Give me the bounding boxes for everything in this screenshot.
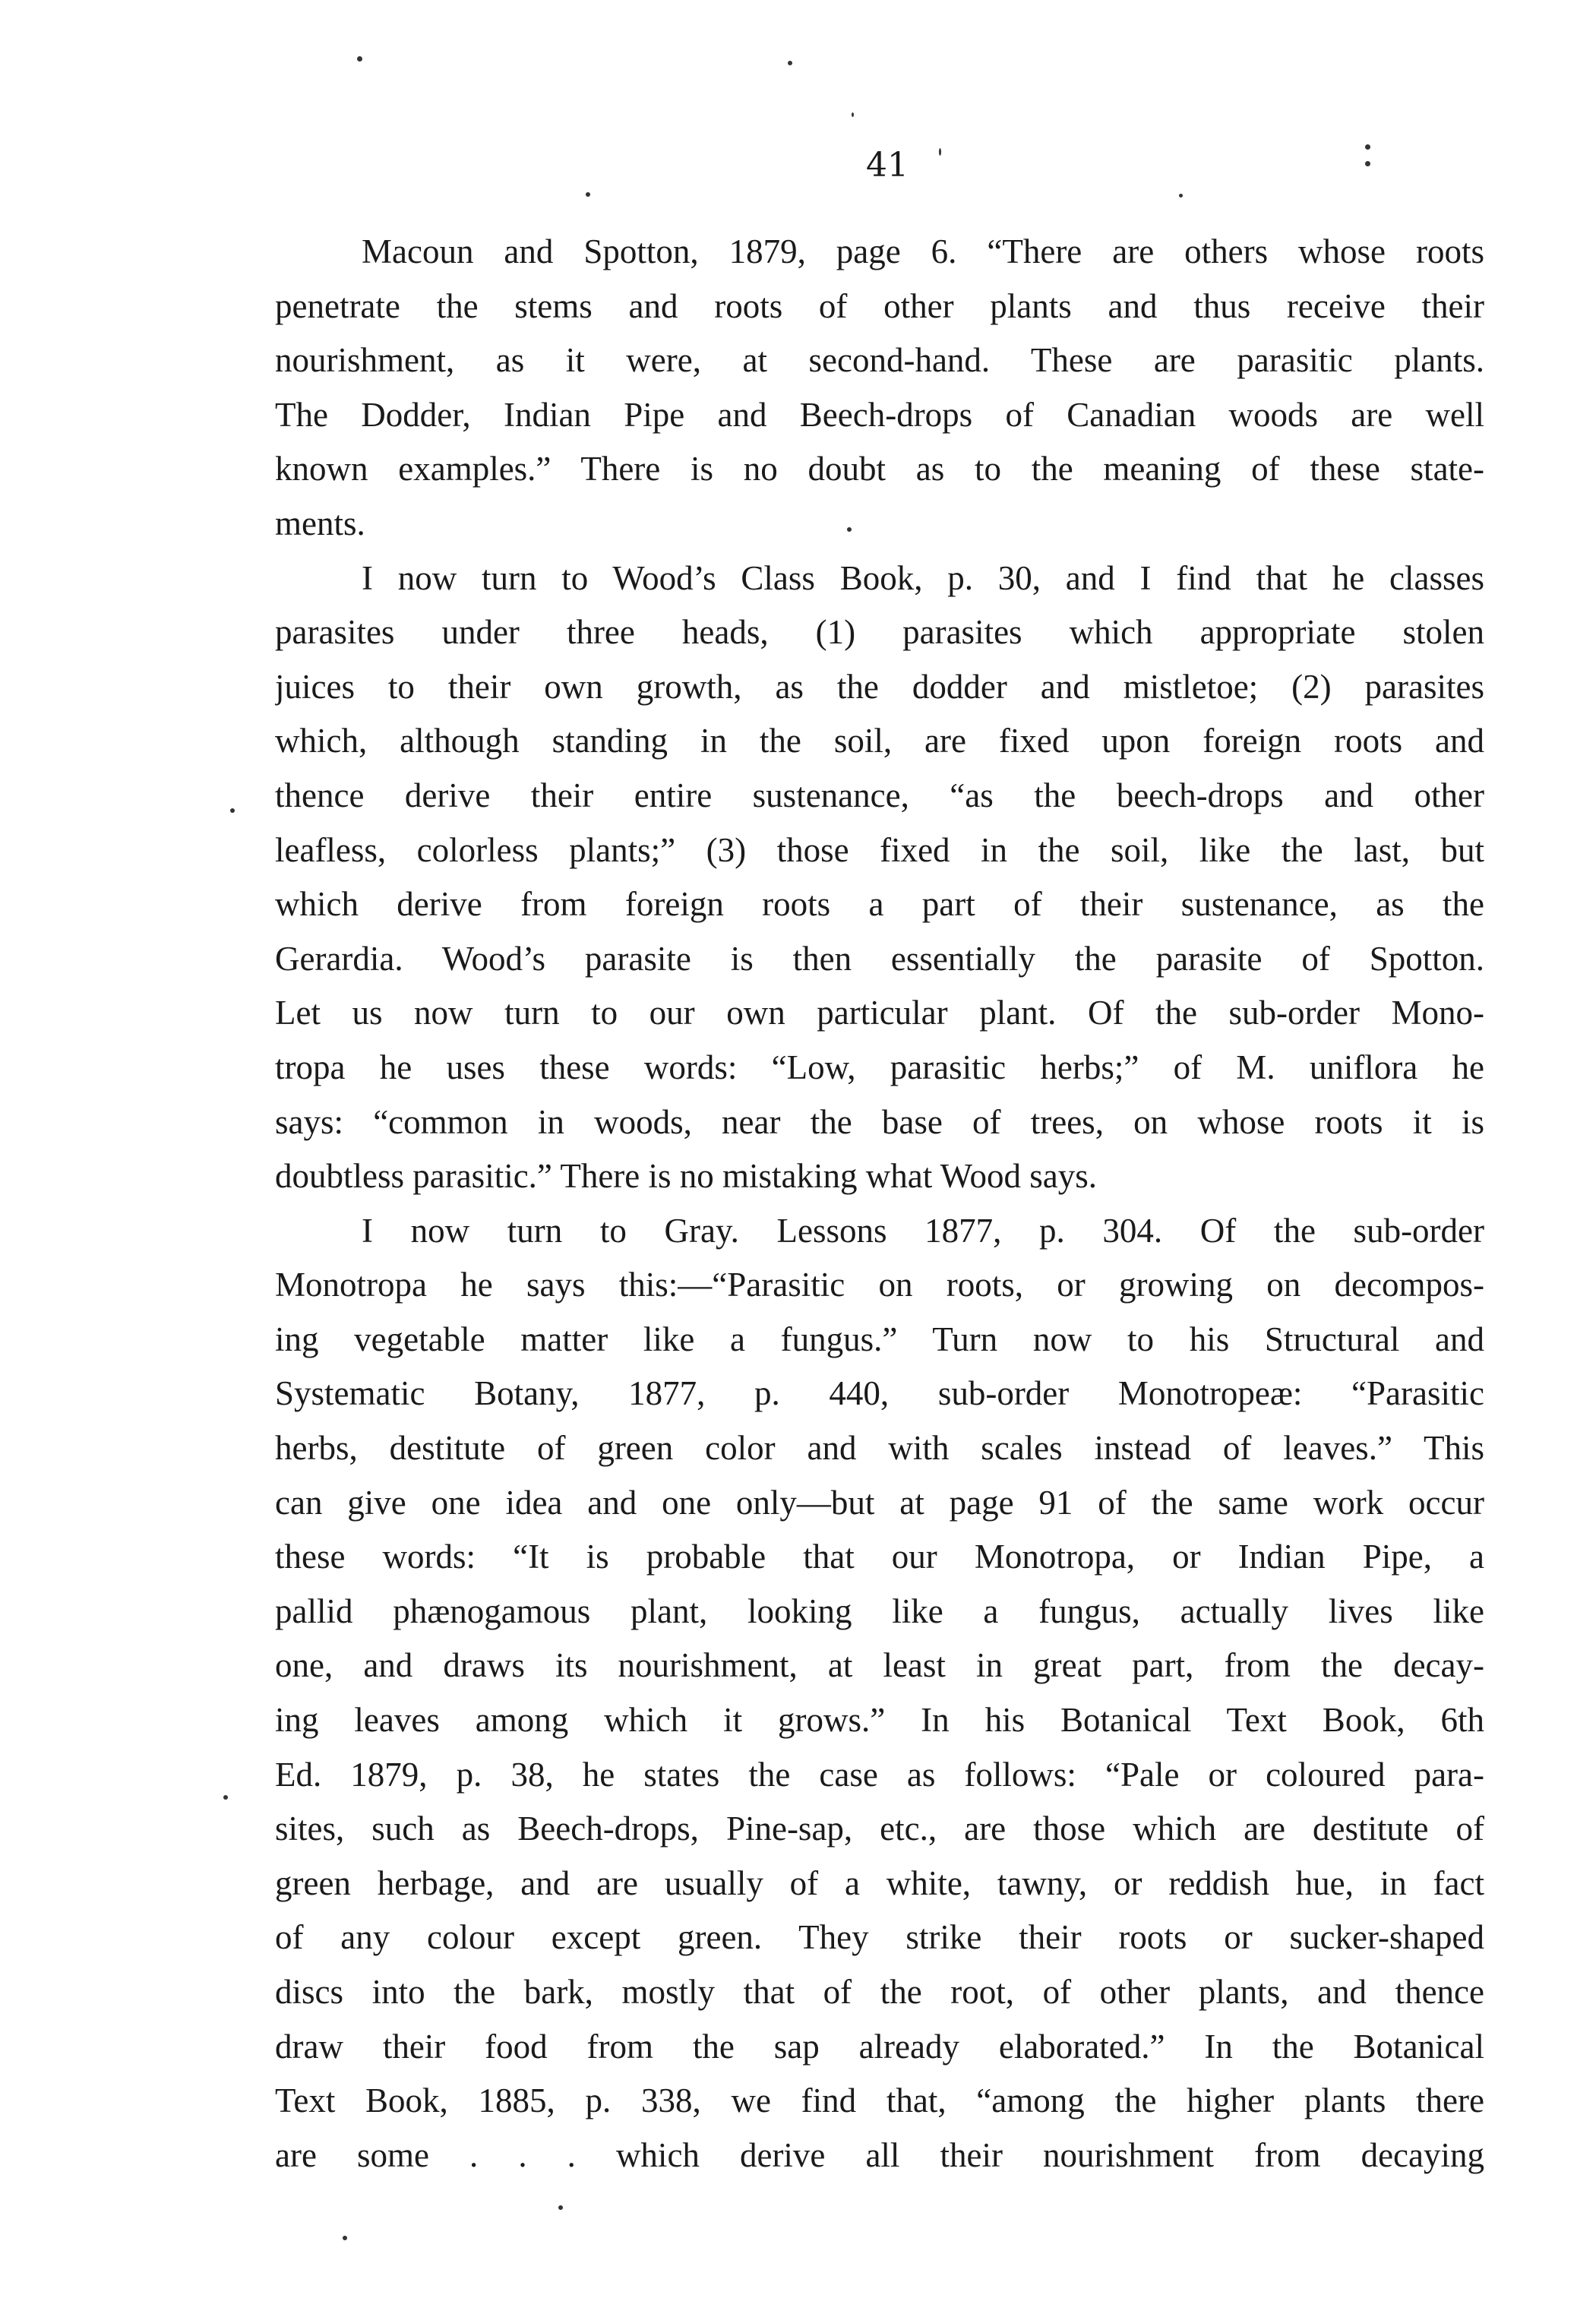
scan-speck xyxy=(852,112,854,117)
text-line: sites, such as Beech-drops, Pine-sap, etc., are those which are destitute of xyxy=(275,1810,1484,1848)
text-line: known examples.” There is no doubt as to the meaning of these state- xyxy=(275,450,1484,488)
text-line: one, and draws its nourishment, at least in great part, from the decay- xyxy=(275,1646,1484,1685)
text-line: Text Book, 1885, p. 338, we find that, “among the higher plants there xyxy=(275,2081,1484,2120)
text-line: thence derive their entire sustenance, “as the beech-drops and other xyxy=(275,776,1484,814)
scan-speck xyxy=(357,56,362,62)
scan-speck xyxy=(1365,161,1370,166)
text-line: juices to their own growth, as the dodder and mistletoe; (2) parasites xyxy=(275,667,1484,706)
text-line: discs into the bark, mostly that of the root, of other plants, and thence xyxy=(275,1973,1484,2011)
text-line: Gerardia. Wood’s parasite is then essentially the parasite of Spotton. xyxy=(275,939,1484,978)
text-line: I now turn to Wood’s Class Book, p. 30, and I find that he classes xyxy=(362,558,1484,597)
text-line: says: “common in woods, near the base of trees, on whose roots it is xyxy=(275,1102,1484,1141)
text-line: I now turn to Gray. Lessons 1877, p. 304. Of the sub-order xyxy=(362,1211,1484,1250)
text-line: tropa he uses these words: “Low, parasitic herbs;” of M. uniflora he xyxy=(275,1048,1484,1086)
paragraph xyxy=(275,225,1484,552)
paragraph xyxy=(275,1204,1484,2183)
text-line: Systematic Botany, 1877, p. 440, sub-order Monotropeæ: “Parasitic xyxy=(275,1374,1484,1413)
text-line: penetrate the stems and roots of other plants and thus receive their xyxy=(275,286,1484,325)
text-line: nourishment, as it were, at second-hand. These are parasitic plants. xyxy=(275,341,1484,380)
scan-speck xyxy=(230,808,235,813)
text-line: these words: “It is probable that our Monotropa, or Indian Pipe, a xyxy=(275,1538,1484,1576)
text-line: ing leaves among which it grows.” In his Botanical Text Book, 6th xyxy=(275,1701,1484,1740)
text-line: which, although standing in the soil, are fixed upon foreign roots and xyxy=(275,722,1484,760)
text-line: Let us now turn to our own particular plant. Of the sub-order Mono- xyxy=(275,994,1484,1032)
text-line: draw their food from the sap already elaborated.” In the Botanical xyxy=(275,2027,1484,2066)
text-line: The Dodder, Indian Pipe and Beech-drops of Canadian woods are well xyxy=(275,395,1484,434)
text-line: Ed. 1879, p. 38, he states the case as follows: “Pale or coloured para- xyxy=(275,1755,1484,1794)
scan-speck xyxy=(788,61,792,65)
text-line: Monotropa he says this:—“Parasitic on roots, or growing on decompos- xyxy=(275,1266,1484,1304)
scan-speck xyxy=(223,1795,228,1800)
scan-speck xyxy=(1179,194,1183,198)
text-line: ing vegetable matter like a fungus.” Turn now to his Structural and xyxy=(275,1320,1484,1358)
text-line: are some . . . which derive all their nourishment from decaying xyxy=(275,2135,1484,2174)
text-line: can give one idea and one only—but at page 91 of the same work occur xyxy=(275,1483,1484,1522)
page-number: 41 xyxy=(866,146,909,185)
text-line: green herbage, and are usually of a white, tawny, or reddish hue, in fact xyxy=(275,1863,1484,1902)
scan-speck xyxy=(586,192,590,197)
scan-speck xyxy=(343,2236,347,2240)
text-line: which derive from foreign roots a part of their sustenance, as the xyxy=(275,885,1484,924)
body-text xyxy=(275,225,1484,2183)
text-line: of any colour except green. They strike their roots or sucker-shaped xyxy=(275,1918,1484,1957)
scan-speck xyxy=(939,148,941,156)
scan-speck xyxy=(558,2205,563,2210)
text-line: parasites under three heads, (1) parasites which appropriate stolen xyxy=(275,613,1484,652)
text-line: pallid phænogamous plant, looking like a fungus, actually lives like xyxy=(275,1592,1484,1630)
text-line: Macoun and Spotton, 1879, page 6. “There are others whose roots xyxy=(362,232,1484,270)
text-line: herbs, destitute of green color and with scales instead of leaves.” This xyxy=(275,1429,1484,1468)
paragraph xyxy=(275,552,1484,1204)
text-line: doubtless parasitic.” There is no mistaking what Wood says. xyxy=(275,1157,1098,1196)
text-line: ments. xyxy=(275,504,365,542)
scan-speck xyxy=(1365,144,1370,150)
text-line: leafless, colorless plants;” (3) those fixed in the soil, like the last, but xyxy=(275,830,1484,869)
